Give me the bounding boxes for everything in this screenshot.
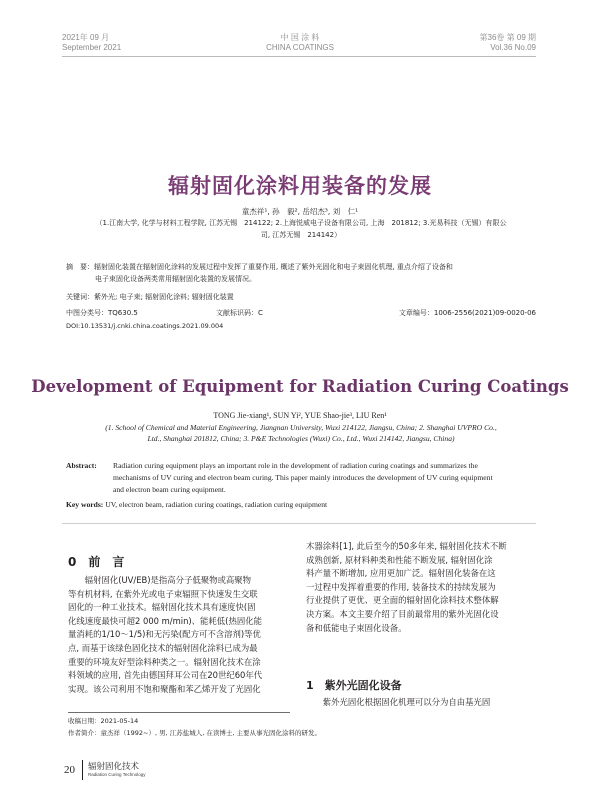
english-abstract-line: mechanisms of UV curing and electron beam curing. This paper mainly introduces the development of UV curing equipment xyxy=(113,473,493,482)
chinese-abstract-line: 摘 要：辐射固化装置在辐射固化涂料的发展过程中发挥了重要作用, 概述了紫外光固化和电子束固化机理, 重点介绍了设备和 xyxy=(66,263,453,271)
english-title: Development of Equipment for Radiation Curing Coatings xyxy=(31,377,569,396)
body-line: 等有机材料, 在紫外光或电子束辐照下快速发生交联 xyxy=(68,588,258,599)
header-volume-en: Vol.36 No.09 xyxy=(490,43,536,52)
english-affiliations xyxy=(86,422,516,444)
section-1-body xyxy=(306,696,532,710)
body-line: 辐射固化(UV/EB)是指高分子低聚物或高聚物 xyxy=(68,575,252,585)
body-line: 重要的环境友好型涂料种类之一。辐射固化技术在涂 xyxy=(68,656,261,667)
chinese-keywords: 关键词：紫外光; 电子束; 辐射固化涂料; 辐射固化装置 xyxy=(66,293,234,301)
header-volume xyxy=(480,33,536,53)
chinese-affiliations xyxy=(66,218,536,241)
chinese-title: 辐射固化涂料用装备的发展 xyxy=(168,174,432,198)
english-keywords-text: UV, electron beam, radiation curing coatings, radiation curing equipment xyxy=(103,500,328,509)
chinese-affiliation-line: 司, 江苏无锡 214142） xyxy=(260,230,342,239)
chinese-abstract-line: 电子束固化设备两类常用辐射固化装置的发展情况。 xyxy=(95,274,256,283)
header-date-cn: 2021年 09 月 xyxy=(62,33,110,42)
english-keywords-label: Key words: xyxy=(66,500,104,509)
chinese-affiliation-line: （1.江南大学, 化学与材料工程学院, 江苏无锡 214122; 2.上海悦威电子设备有限公司, 上海 201812; 3.光易科技（无锡）有限公 xyxy=(95,219,507,227)
english-keywords xyxy=(66,499,538,510)
english-authors: TONG Jie-xiang¹, SUN Yi², YUE Shao-jie³, LIU Ren¹ xyxy=(213,411,387,420)
body-line: 料领域的应用, 首先由德国拜耳公司在20世纪60年代 xyxy=(68,670,263,681)
footer-journal-en: Radiation Curing Technology xyxy=(88,772,146,777)
body-line: 木器涂料[1], 此后至今的50多年来, 辐射固化技术不断 xyxy=(306,541,507,551)
body-line: 一过程中发挥着重要的作用, 装备技术的持续发展为 xyxy=(306,581,496,592)
section-0-heading: 0 前 言 xyxy=(68,555,125,569)
body-line: 紫外光固化根据固化机理可以分为自由基光固 xyxy=(306,697,491,707)
body-line: 固化的一种工业技术。辐射固化技术具有速度快(固 xyxy=(68,602,256,613)
author-note: 作者简介：童杰祥（1992~）, 男, 江苏盐城人, 在读博士, 主要从事光固化涂料的研发。 xyxy=(68,729,322,737)
body-line: 实现。该公司利用不饱和聚酯和苯乙烯开发了光固化 xyxy=(68,683,261,694)
english-abstract-label: Abstract: xyxy=(66,461,97,470)
english-affiliation-line: (1. School of Chemical and Material Engineering, Jiangnan University, Wuxi 214122, Jiangsu, China; 2. Shanghai UVPRO Co., xyxy=(105,423,497,432)
english-abstract-body xyxy=(113,460,538,496)
english-abstract-line: and electron beam curing equipment. xyxy=(113,485,226,494)
header-journal-en: CHINA COATINGS xyxy=(266,43,334,52)
body-line: 成熟创新, 原材料种类和性能不断发展, 辐射固化涂 xyxy=(306,554,493,565)
body-divider xyxy=(62,523,536,524)
chinese-authors: 童杰祥¹, 孙 毅², 岳绍杰³, 刘 仁¹ xyxy=(241,207,359,216)
body-line: 料产量不断增加, 应用更加广泛。辐射固化装备在这 xyxy=(306,568,496,579)
header-divider xyxy=(62,56,536,57)
left-column xyxy=(68,574,290,696)
clc-number: 中图分类号：TQ630.5 xyxy=(66,309,138,317)
english-abstract-line: Radiation curing equipment plays an important role in the development of radiation curing coatings and summarizes the xyxy=(113,461,478,470)
right-column xyxy=(306,540,532,635)
chinese-abstract xyxy=(66,262,536,285)
body-line: 化线速度最快可超2 000 m/min)、能耗低(热固化能 xyxy=(68,615,262,626)
page-number: 20 xyxy=(64,764,75,776)
header-volume-cn: 第36卷 第 09 期 xyxy=(479,33,536,42)
footnote-divider xyxy=(68,712,290,713)
header-journal-cn: 中 国 涂 料 xyxy=(280,33,320,42)
footer-journal-cn: 辐射固化技术 xyxy=(88,762,140,772)
doi: DOI:10.13531/j.cnki.china.coatings.2021.09.004 xyxy=(66,322,224,330)
body-line: 点, 而基于该绿色固化技术的辐射固化涂料已成为最 xyxy=(68,642,258,653)
english-affiliation-line: Ltd., Shanghai 201812, China; 3. P&E Technologies (Wuxi) Co., Ltd., Wuxi 214142, Jiangsu, China) xyxy=(147,434,455,443)
english-abstract xyxy=(66,460,538,494)
article-number: 文章编号：1006-2556(2021)09-0020-06 xyxy=(398,309,536,317)
document-code: 文献标识码：C xyxy=(216,309,263,317)
body-line: 量消耗的1/10～1/5)和无污染(配方可不含溶剂)等优 xyxy=(68,629,261,640)
footer-divider xyxy=(82,760,83,780)
header-date-en: September 2021 xyxy=(62,43,122,52)
section-1-heading: 1 紫外光固化设备 xyxy=(306,679,402,692)
body-line: 决方案。本文主要介绍了目前最常用的紫外光固化设 xyxy=(306,608,499,619)
body-line: 行业提供了更优、更全面的辐射固化涂料技术整体解 xyxy=(306,595,499,606)
body-line: 备和低能电子束固化设备。 xyxy=(306,622,407,633)
received-date: 收稿日期：2021-05-14 xyxy=(68,717,139,725)
